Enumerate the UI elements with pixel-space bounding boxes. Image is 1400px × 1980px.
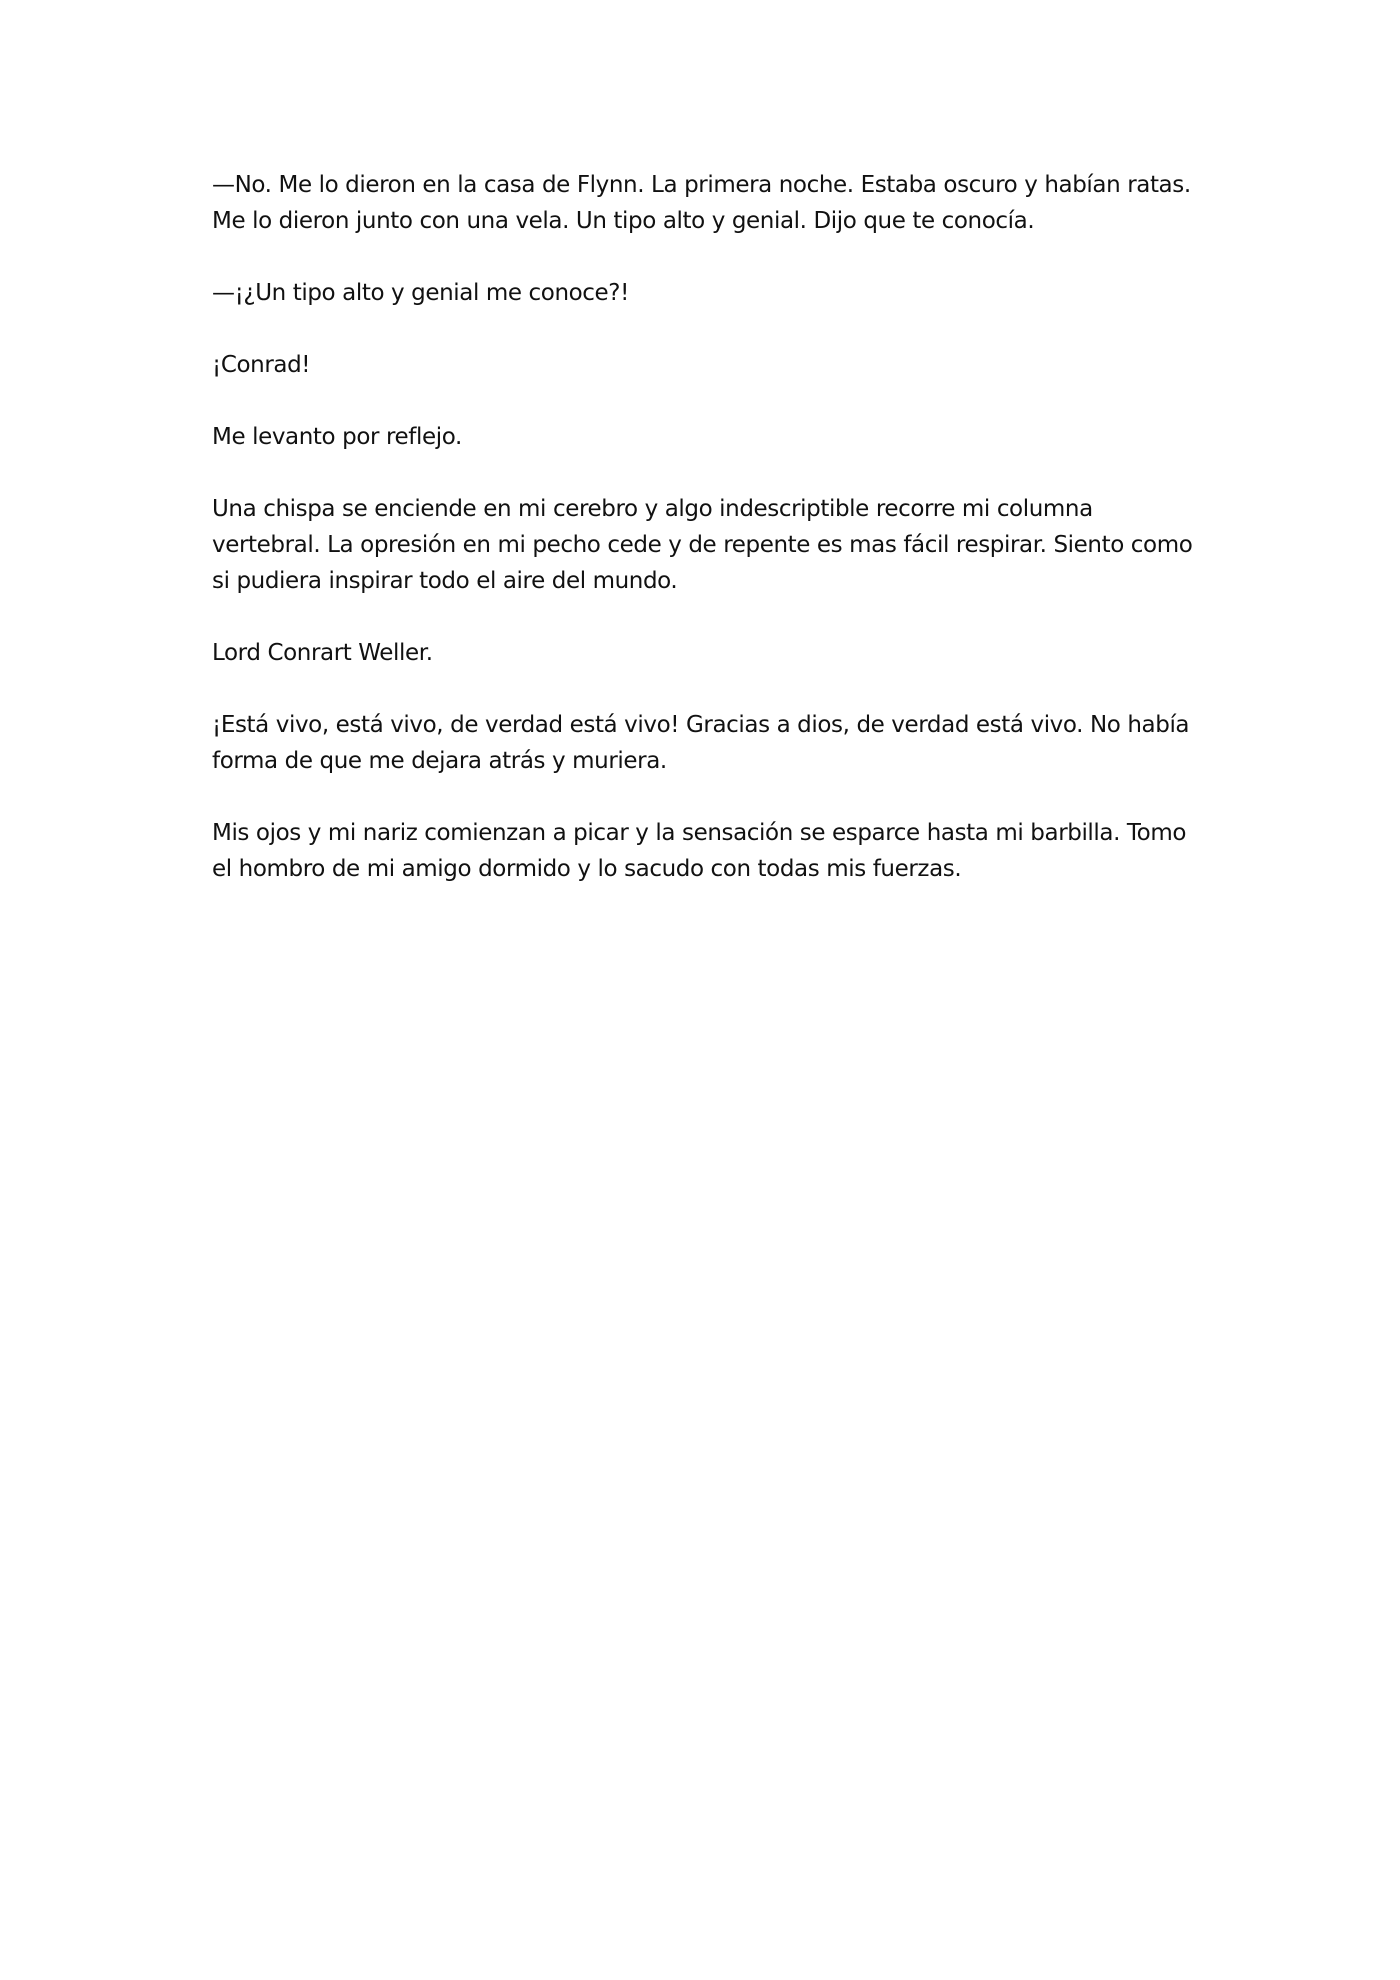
paragraph-6: Lord Conrart Weller.: [212, 640, 433, 666]
paragraph-3: ¡Conrad!: [212, 352, 311, 378]
paragraph-8: Mis ojos y mi nariz comienzan a picar y la sensación se esparce hasta mi barbilla. Tomo el hombro de mi amigo dormido y lo sacudo con todas mis fuerzas.: [212, 820, 1187, 882]
paragraph-7: ¡Está vivo, está vivo, de verdad está vivo! Gracias a dios, de verdad está vivo. No había forma de que me dejara atrás y muriera.: [212, 712, 1190, 774]
paragraph-2: —¡¿Un tipo alto y genial me conoce?!: [212, 280, 629, 306]
paragraph-4: Me levanto por reflejo.: [212, 424, 462, 450]
document-body: [212, 167, 1202, 923]
paragraph-5: Una chispa se enciende en mi cerebro y algo indescriptible recorre mi columna vertebral. La opresión en mi pecho cede y de repente es mas fácil respirar. Siento como si pudiera inspirar todo el aire del mundo.: [212, 496, 1193, 594]
paragraph-1: —No. Me lo dieron en la casa de Flynn. La primera noche. Estaba oscuro y habían ratas. Me lo dieron junto con una vela. Un tipo alto y genial. Dijo que te conocía.: [212, 172, 1191, 234]
